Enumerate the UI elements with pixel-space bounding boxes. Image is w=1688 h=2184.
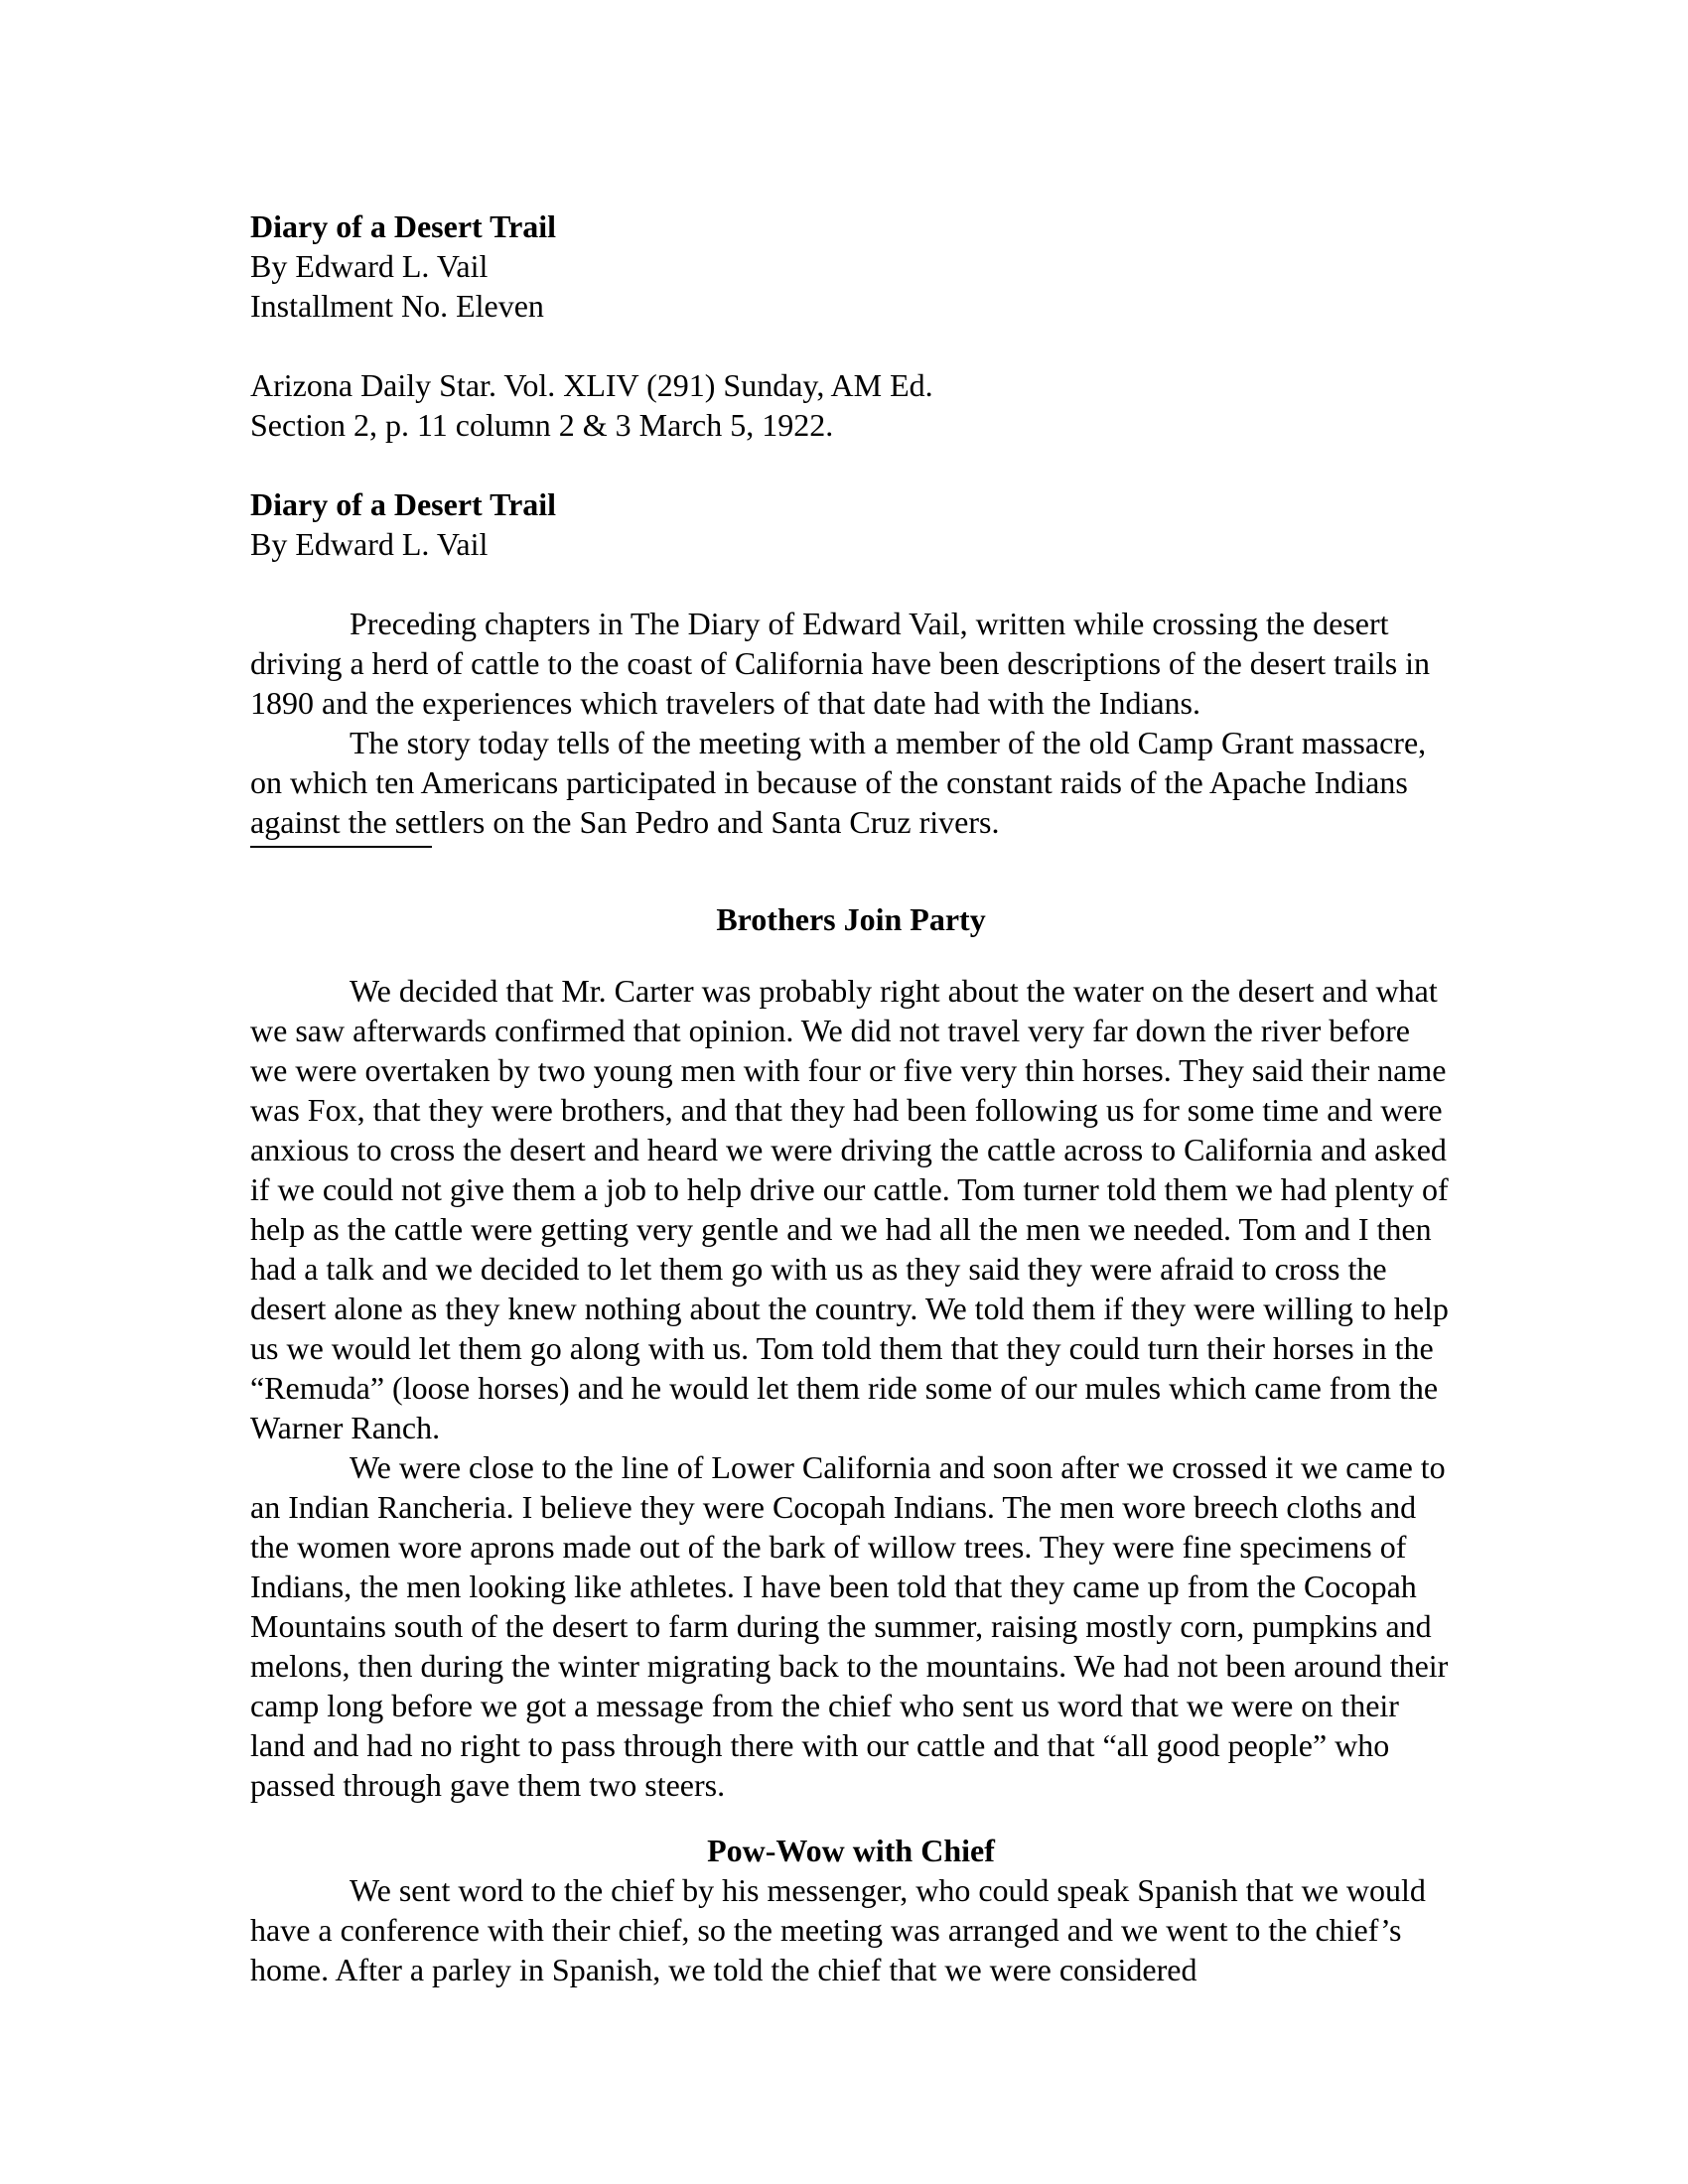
source-citation-line-2: Section 2, p. 11 column 2 & 3 March 5, 1922.	[250, 407, 834, 443]
document-subtitle: Diary of a Desert Trail	[250, 486, 557, 522]
document-title: Diary of a Desert Trail	[250, 208, 557, 244]
subheader-block	[250, 484, 1452, 564]
section2-paragraph-1: We sent word to the chief by his messenger, who could speak Spanish that we would have a conference with their chief, so the meeting was arranged and we went to the chief’s home. After a parley in Spanish, we told the chief that we were considered	[250, 1872, 1426, 1987]
source-citation-line-1: Arizona Daily Star. Vol. XLIV (291) Sunday, AM Ed.	[250, 367, 933, 403]
section-heading-brothers-join-party: Brothers Join Party	[716, 901, 986, 937]
source-citation-block	[250, 365, 1452, 445]
section1-paragraph-1: We decided that Mr. Carter was probably right about the water on the desert and what we saw afterwards confirmed that opinion. We did not travel very far down the river before we were overtaken by two young men with four or five very thin horses. They said their name was Fox, that they were brothers, and that they had been following us for some time and were anxious to cross the desert and heard we were driving the cattle across to California and asked if we could not give them a job to help drive our cattle. Tom turner told them we had plenty of help as the cattle were getting very gentle and we had all the men we needed. Tom and I then had a talk and we decided to let them go with us as they said they were afraid to cross the desert alone as they knew nothing about the country. We told them if they were willing to help us we would let them go along with us. Tom told them that they could turn their horses in the “Remuda” (loose horses) and he would let them ride some of our mules which came from the Warner Ranch.	[250, 973, 1449, 1445]
document-byline: By Edward L. Vail	[250, 248, 489, 284]
intro-paragraph-2: The story today tells of the meeting with a member of the old Camp Grant massacre, on which ten Americans participated in because of the constant raids of the Apache Indians against the settlers on the San Pedro and Santa Cruz rivers.	[250, 725, 1427, 840]
section-divider-rule	[250, 846, 432, 848]
section-heading-pow-wow-with-chief: Pow-Wow with Chief	[707, 1833, 995, 1868]
section1-paragraph-2: We were close to the line of Lower California and soon after we crossed it we came to an Indian Rancheria. I believe they were Cocopah Indians. The men wore breech cloths and the women wore aprons made out of the bark of willow trees. They were fine specimens of Indians, the men looking like athletes. I have been told that they came up from the Cocopah Mountains south of the desert to farm during the summer, raising mostly corn, pumpkins and melons, then during the winter migrating back to the mountains. We had not been around their camp long before we got a message from the chief who sent us word that we were on their land and had no right to pass through there with our cattle and that “all good people” who passed through gave them two steers.	[250, 1449, 1449, 1803]
document-installment: Installment No. Eleven	[250, 288, 544, 324]
intro-paragraph-1: Preceding chapters in The Diary of Edward Vail, written while crossing the desert driving a herd of cattle to the coast of California have been descriptions of the desert trails in 1890 and the experiences which travelers of that date had with the Indians.	[250, 606, 1431, 721]
header-block	[250, 206, 1452, 326]
document-subtitle-byline: By Edward L. Vail	[250, 526, 489, 562]
